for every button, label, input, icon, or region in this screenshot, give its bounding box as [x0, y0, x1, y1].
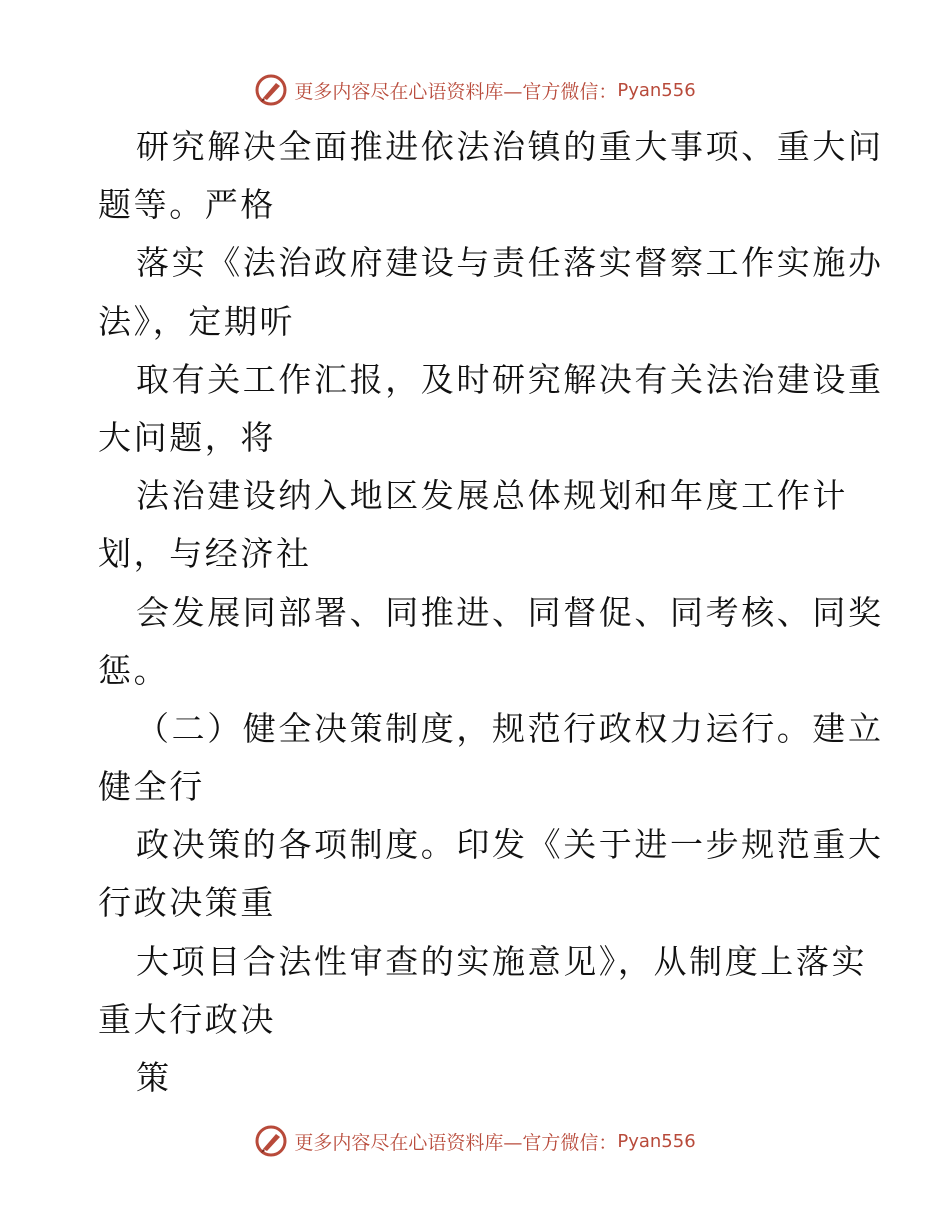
watermark-wechat-id: Pyan556: [617, 79, 696, 101]
text-line: 大问题，将: [98, 417, 276, 457]
text-line: （二）健全决策制度，规范行政权力运行。建立: [136, 708, 884, 748]
text-line: 惩。: [98, 650, 170, 690]
text-line: 题等。严格: [98, 185, 276, 225]
text-line: 策: [136, 1058, 172, 1097]
watermark-header: [0, 70, 950, 110]
text-line: 落实《法治政府建设与责任落实督察工作实施办: [136, 243, 884, 283]
red-pen-circle-logo-icon: [254, 73, 288, 107]
watermark-text: 更多内容尽在心语资料库—官方微信：: [294, 80, 618, 103]
text-line: 重大行政决: [98, 999, 276, 1039]
red-pen-circle-logo-icon: [254, 1124, 288, 1158]
text-line: 划，与经济社: [98, 534, 312, 574]
text-line: 政决策的各项制度。印发《关于进一步规范重大: [136, 825, 884, 865]
watermark-wechat-id: Pyan556: [617, 1130, 696, 1152]
text-line: 健全行: [98, 767, 205, 807]
text-line: 会发展同部署、同推进、同督促、同考核、同奖: [136, 592, 884, 632]
watermark-footer: [0, 1121, 950, 1161]
text-line: 大项目合法性审查的实施意见》，从制度上落实: [136, 941, 868, 981]
text-line: 法》，定期听: [98, 301, 296, 341]
watermark-text: 更多内容尽在心语资料库—官方微信：: [294, 1131, 618, 1154]
text-line: 取有关工作汇报，及时研究解决有关法治建设重: [136, 359, 884, 399]
text-line: 研究解决全面推进依法治镇的重大事项、重大问: [136, 127, 884, 166]
text-line: 法治建设纳入地区发展总体规划和年度工作计: [136, 476, 848, 516]
text-line: 行政决策重: [98, 883, 276, 923]
document-body: [98, 118, 884, 1107]
